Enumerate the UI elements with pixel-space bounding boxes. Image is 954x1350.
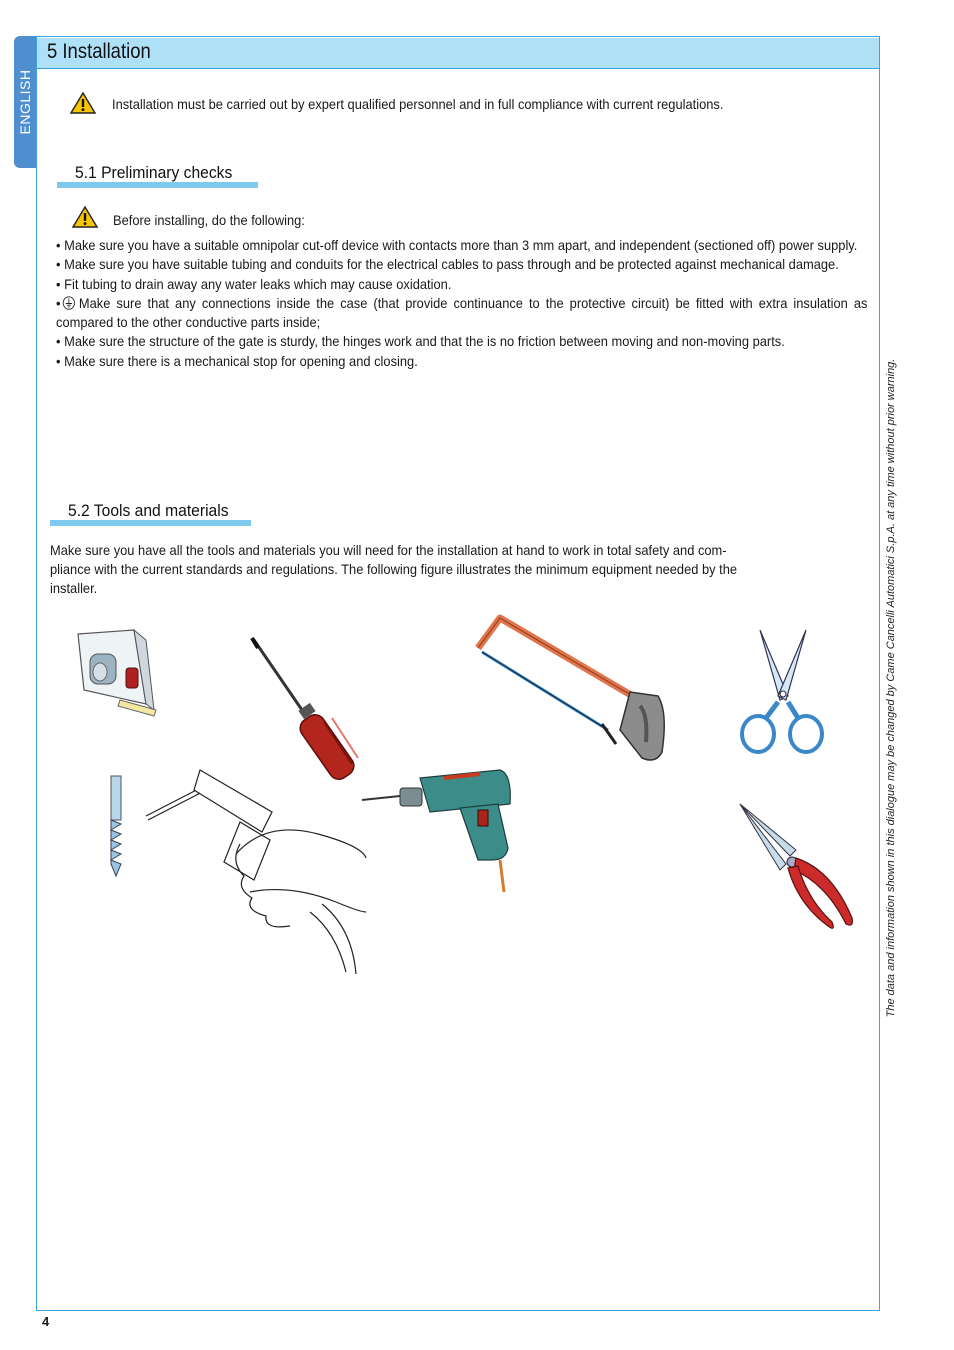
- bullet-item: • Fit tubing to drain away any water leaks which may cause oxidation.: [56, 275, 452, 292]
- installation-warning-text: Installation must be carried out by expert qualified personnel and in full compliance with current regulations.: [112, 96, 724, 112]
- electric-drill-icon: [360, 764, 518, 894]
- warning-icon: [70, 92, 96, 114]
- bullet-item: • Make sure there is a mechanical stop for opening and closing.: [56, 352, 418, 369]
- bullet-item: • Make sure you have suitable tubing and conduits for the electrical cables to pass through and be protected against mechanical damage.: [56, 256, 839, 273]
- preliminary-intro: Before installing, do the following:: [113, 212, 305, 228]
- ground-symbol-icon: [62, 296, 75, 310]
- bullet-item-ground: [56, 294, 867, 333]
- drill-bit-icon: [103, 772, 129, 880]
- preliminary-bullet-list: [56, 236, 867, 371]
- preliminary-heading-underline: [57, 182, 258, 188]
- tape-measure-icon: [74, 628, 164, 720]
- tools-text-line: pliance with the current standards and regulations. The following figure illustrates the minimum equipment needed by the: [50, 561, 738, 577]
- tools-materials-heading: 5.2 Tools and materials: [68, 501, 229, 520]
- section-title: 5 Installation: [47, 40, 151, 63]
- soldering-iron-icon: [140, 762, 376, 974]
- tools-text-line: installer.: [50, 580, 98, 596]
- bullet-ground-text: Make sure that any connections inside the case (that provide continuance to the protective circuit) be fitted with extra insulation as compared to the other conductive parts inside;: [56, 294, 868, 331]
- hacksaw-icon: [470, 612, 670, 764]
- screwdriver-icon: [248, 636, 368, 781]
- preliminary-checks-heading: 5.1 Preliminary checks: [75, 163, 233, 182]
- tools-text-line: Make sure you have all the tools and materials you will need for the installation at hand to work in total safety and com-: [50, 542, 727, 558]
- page-number: 4: [42, 1314, 50, 1329]
- language-tab-label: ENGLISH: [17, 69, 33, 135]
- bullet-item: • Make sure the structure of the gate is sturdy, the hinges work and that the is no friction between moving and non-moving parts.: [56, 333, 785, 350]
- scissors-icon: [736, 626, 831, 758]
- warning-icon: [72, 206, 98, 228]
- tools-heading-underline: [50, 520, 251, 526]
- pliers-icon: [736, 800, 860, 932]
- section-title-bar: [37, 38, 879, 69]
- bullet-prefix: •: [56, 294, 61, 311]
- bullet-item: • Make sure you have a suitable omnipolar cut-off device with contacts more than 3 mm apart, and independent (sectioned off) power supply.: [56, 237, 858, 253]
- disclaimer-note: The data and information shown in this dialogue may be changed by Came Cancelli Automatici S.p.A. at any time without prior warning.: [885, 358, 897, 1018]
